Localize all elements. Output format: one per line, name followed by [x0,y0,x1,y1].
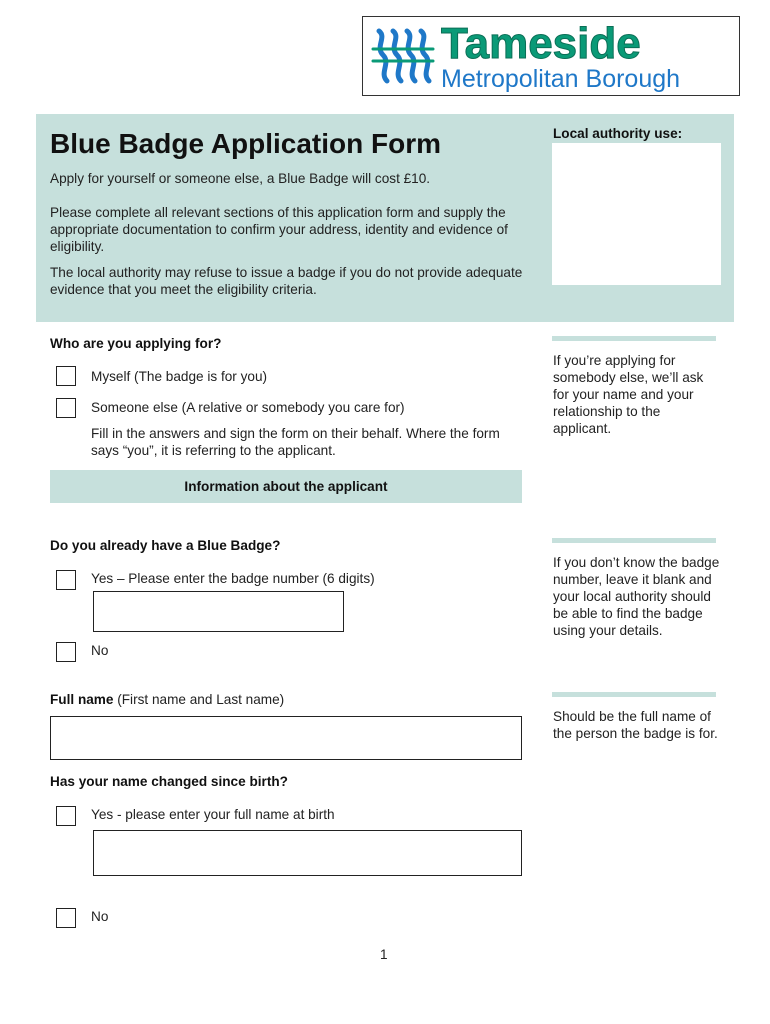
instructions-text: Please complete all relevant sections of this application form and supply the appropriate documentation to confirm your address, identity and evidence of eligibility. [50,205,508,254]
name-changed-yes-label: Yes - please enter your full name at birth [91,807,335,822]
badge-no-checkbox[interactable] [56,642,76,662]
existing-badge-side-note: If you don’t know the badge number, leave it blank and your local authority should be able to find the badge using your details. [553,555,720,638]
full-name-field[interactable] [50,716,522,760]
name-changed-yes-checkbox[interactable] [56,806,76,826]
full-name-side-note: Should be the full name of the person the badge is for. [553,709,718,741]
badge-no-label: No [91,643,109,658]
name-changed-no-label: No [91,909,109,924]
page-number: 1 [380,947,388,962]
birth-name-field[interactable] [93,830,522,876]
full-name-label-group [50,692,284,707]
someone-else-option-label: Someone else (A relative or somebody you care for) [91,400,405,415]
existing-badge-question: Do you already have a Blue Badge? [50,538,281,553]
badge-yes-checkbox[interactable] [56,570,76,590]
side-divider [552,336,716,341]
full-name-label: Full name [50,692,114,707]
side-divider [552,538,716,543]
someone-else-checkbox[interactable] [56,398,76,418]
tameside-logo [362,16,740,96]
name-changed-question: Has your name changed since birth? [50,774,288,789]
local-authority-label: Local authority use: [553,126,683,141]
logo-name: Tameside [441,19,641,68]
intro-text: Apply for yourself or someone else, a Blue Badge will cost £10. [50,171,431,186]
tameside-wave-icon [369,23,437,89]
myself-checkbox[interactable] [56,366,76,386]
section-heading [50,470,522,503]
name-changed-no-checkbox[interactable] [56,908,76,928]
section-heading-text: Information about the applicant [184,479,388,494]
applying-for-side-note: If you’re applying for somebody else, we’ll ask for your name and your relationship to the applicant. [553,353,704,436]
applying-for-question: Who are you applying for? [50,336,222,351]
badge-number-field[interactable] [93,591,344,632]
logo-subtitle: Metropolitan Borough [441,65,681,93]
warning-text: The local authority may refuse to issue a badge if you do not provide adequate evidence that you meet the eligibility criteria. [50,265,523,297]
page-title: Blue Badge Application Form [50,128,441,159]
badge-yes-label: Yes – Please enter the badge number (6 digits) [91,571,375,586]
side-divider [552,692,716,697]
myself-option-label: Myself (The badge is for you) [91,369,268,384]
full-name-hint: (First name and Last name) [113,692,285,707]
local-authority-box [552,143,721,285]
behalf-note: Fill in the answers and sign the form on their behalf. Where the form says “you”, it is referring to the applicant. [91,426,500,458]
